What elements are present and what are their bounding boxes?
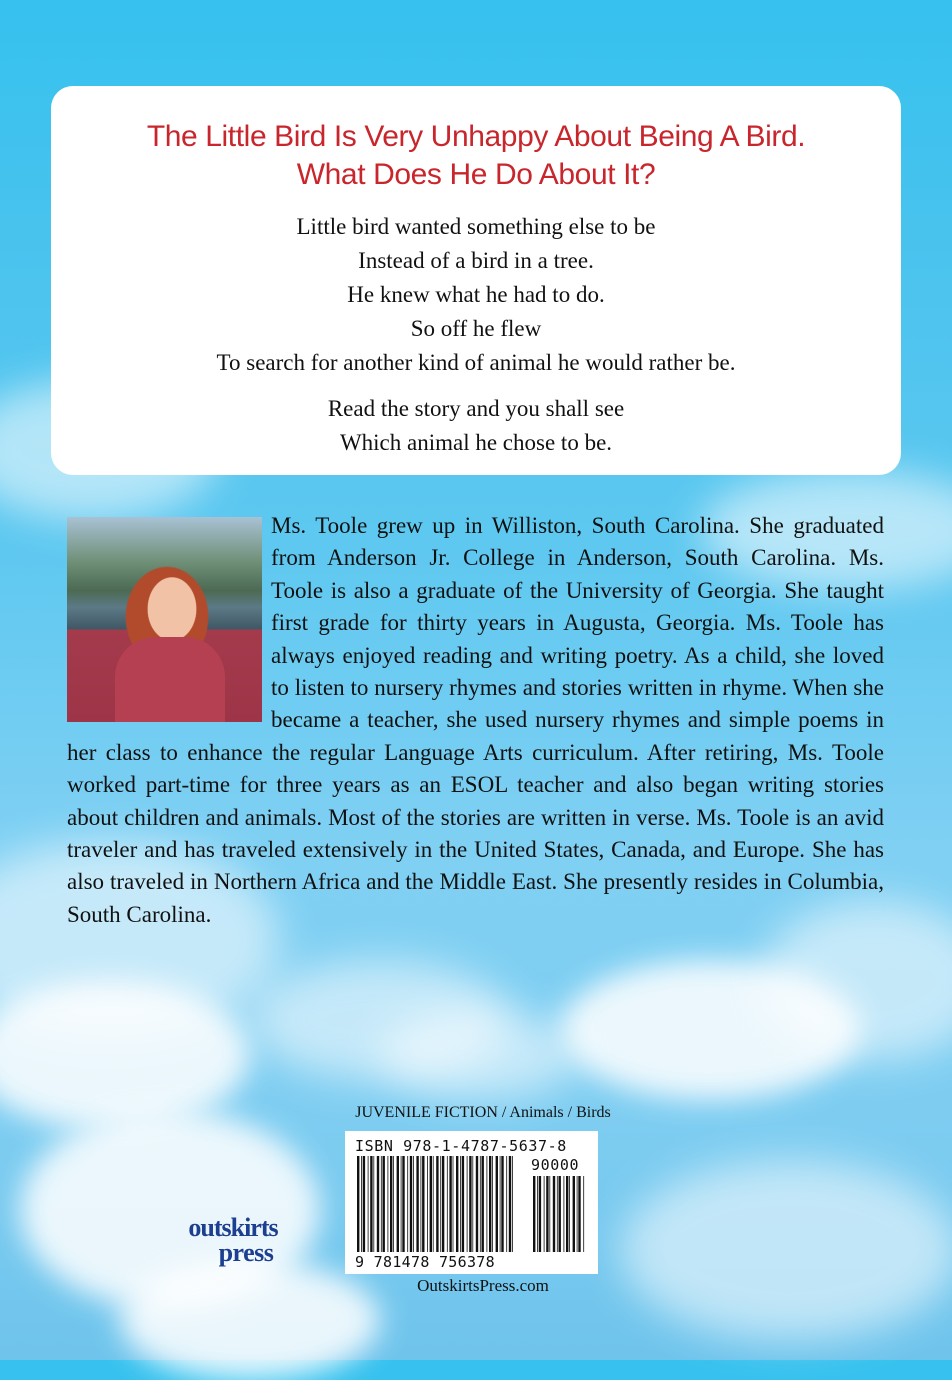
poem-line: To search for another kind of animal he would rather be.	[216, 350, 736, 375]
poem-stanza-1	[51, 210, 901, 380]
price-code: 90000	[531, 1156, 580, 1174]
isbn-label: ISBN 978-1-4787-5637-8	[355, 1137, 567, 1155]
publisher-logo: outskirts press	[188, 1213, 278, 1267]
barcode-digits: 9 781478 756378	[355, 1253, 495, 1271]
headline	[51, 86, 901, 194]
blurb-panel	[51, 86, 901, 475]
poem-line: Which animal he chose to be.	[339, 430, 613, 455]
author-bio	[67, 510, 884, 931]
headline-line-2: What Does He Do About It?	[296, 158, 656, 191]
poem-line: So off he flew	[410, 316, 542, 341]
poem-line: Little bird wanted something else to be	[296, 214, 656, 239]
poem-line: Instead of a bird in a tree.	[358, 248, 594, 273]
poem-line: Read the story and you shall see	[327, 396, 625, 421]
price-barcode-bars	[533, 1176, 585, 1252]
book-category: JUVENILE FICTION / Animals / Birds	[355, 1104, 611, 1121]
poem-stanza-2	[51, 392, 901, 460]
barcode-bars	[357, 1156, 515, 1252]
poem-line: He knew what he had to do.	[347, 282, 605, 307]
headline-line-1: The Little Bird Is Very Unhappy About Being A Bird.	[146, 120, 806, 153]
author-photo	[67, 517, 262, 722]
publisher-website: OutskirtsPress.com	[417, 1276, 549, 1295]
isbn-barcode	[345, 1131, 598, 1274]
author-bio-text: Ms. Toole grew up in Williston, South Carolina. She graduated from Anderson Jr. College in Anderson, South Carolina. Ms. Toole is also a graduate of the University of Georgia. She taught first grade for thirty years in Augusta, Georgia. Ms. Toole has always enjoyed reading and writing poetry. As a child, she loved to listen to nursery rhymes and stories written in rhyme. When she became a teacher, she used nursery rhymes and simple poems in her class to enhance the regular Language Arts curriculum. After retiring, Ms. Toole worked part-time for three years as an ESOL teacher and also began writing stories about children and animals. Most of the stories are written in verse. Ms. Toole is an avid traveler and has traveled extensively in the United States, Canada, and Europe. She has also traveled in Northern Africa and the Middle East. She presently resides in Columbia, South Carolina.	[67, 513, 884, 927]
